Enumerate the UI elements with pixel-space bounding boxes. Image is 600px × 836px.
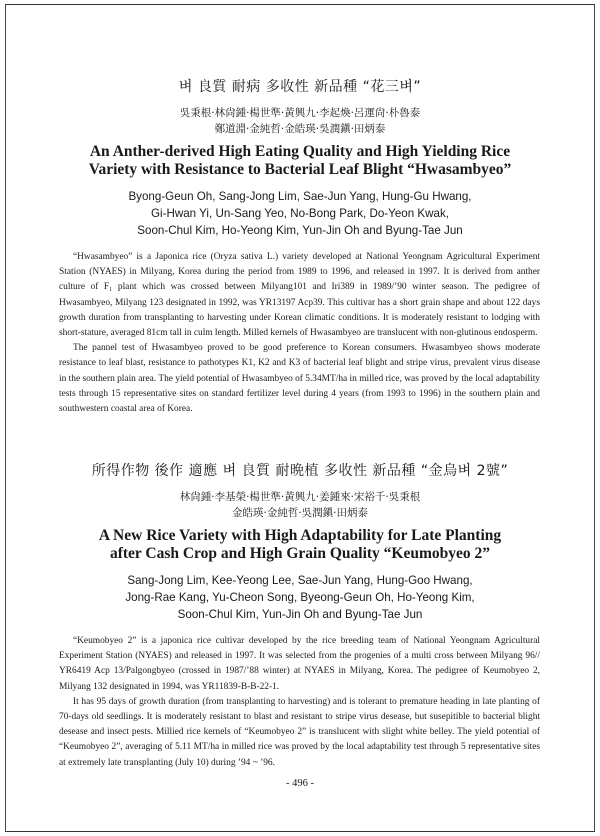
article-keumobyeo-2 xyxy=(0,460,600,771)
korean-title: 所得作物 後作 適應 벼 良質 耐晩植 多收性 新品種 “金烏벼 2號” xyxy=(91,463,509,479)
abstract-paragraph: “Hwasambyeo” is a Japonica rice (Oryza sativa L.) variety developed at National Yeongnam Agricultural Experiment Station (NYAES) in Milyang, Korea during the period from 1989 to 1996, and released in 1997. It is derived from anther culture of F₁ plant which was crossed between Milyang101 and Iri389 in 1989/’90 winter season. The pedigree of Hwasambyeo, Milyang 123 designated in 1992, was YR13197 Acp39. This cultivar has a short grain shape and about 122 days growth duration from transplanting to harvesting under Korean climatic conditions. It is moderately resistant to lodging with short-stature, averaged 81cm tall in culm length. Milled kernels of Hwasambyeo are translucent with non-glutinous endosperm. xyxy=(59,252,540,339)
english-title-line: A New Rice Variety with High Adaptability for Late Planting xyxy=(98,527,502,544)
abstract-paragraph: It has 95 days of growth duration (from transplanting to harvesting) and is tolerant to premature heading in late planting of 70-days old seedlings. It is moderately resistant to blast and resistant to stripe virus desease, but susepitible to bacterial blight desease and insect pests. Millied rice kernels of “Keumobyeo 2” is translucent with slight white belley. The yield potential of “Keumobyeo 2”, averaging of 5.11 MT/ha in milled rice was proved by the local adaptability test through 5 representative sites at extremely late transplanting (July 10) during ’94 ~ ’96. xyxy=(59,696,540,768)
english-authors-line: Jong-Rae Kang, Yu-Cheon Song, Byeong-Geun Oh, Ho-Yeong Kim, xyxy=(125,591,475,604)
page-border-top xyxy=(6,4,594,5)
korean-title: 벼 良質 耐病 多收性 新品種 “花三벼” xyxy=(178,79,422,95)
korean-authors xyxy=(0,489,600,521)
abstract xyxy=(59,634,540,771)
korean-authors-line: 金皓瑛·金純哲·吳潤鎭·田炳泰 xyxy=(231,507,368,519)
english-title-line: An Anther-derived High Eating Quality and High Yielding Rice xyxy=(89,143,511,160)
english-authors-line: Soon-Chul Kim, Ho-Yeong Kim, Yun-Jin Oh and Byung-Tae Jun xyxy=(137,224,463,237)
english-authors-line: Byong-Geun Oh, Sang-Jong Lim, Sae-Jun Yang, Hung-Gu Hwang, xyxy=(128,190,472,203)
english-title xyxy=(0,527,600,563)
page-number: - 496 - xyxy=(286,778,314,789)
english-title-line: Variety with Resistance to Bacterial Leaf Blight “Hwasambyeo” xyxy=(88,161,512,178)
abstract xyxy=(59,250,540,417)
english-authors-line: Soon-Chul Kim, Yun-Jin Oh and Byung-Tae Jun xyxy=(177,608,423,621)
korean-authors xyxy=(0,105,600,137)
korean-authors-line: 鄭道淵·金純哲·金皓瑛·吳潤鎭·田炳泰 xyxy=(214,123,386,135)
abstract-paragraph: “Keumobyeo 2” is a japonica rice cultivar developed by the rice breeding team of National Yeongnam Agricultural Experiment Station (NYAES) and released in 1997. It was selected from the progenies of a multi cross between Milyang 96// YR6419 Acp 13/Palgongbyeo (crossed in 1987/’88 winter) at NYAES in Milyang, Korea. The pedigree of Keumobyeo 2, Milyang 132 designated in 1994, was YR11839-B-B-22-1. xyxy=(59,636,540,692)
korean-authors-line: 林尙鍾·李基榮·楊世準·黃興九·姜鍾來·宋裕千·吳秉根 xyxy=(179,491,421,503)
english-authors-line: Sang-Jong Lim, Kee-Yeong Lee, Sae-Jun Yang, Hung-Goo Hwang, xyxy=(127,574,473,587)
page-border-bottom xyxy=(6,831,594,832)
english-authors xyxy=(0,572,600,623)
english-authors xyxy=(0,188,600,239)
korean-authors-line: 吳秉根·林尙鍾·楊世準·黃興九·李起煥·呂運尙·朴魯泰 xyxy=(179,107,421,119)
article-hwasambyeo xyxy=(0,76,600,417)
english-title xyxy=(0,143,600,179)
english-title-line: after Cash Crop and High Grain Quality “Keumobyeo 2” xyxy=(109,545,491,562)
abstract-paragraph: The pannel test of Hwasambyeo proved to be good preference to Korean consumers. Hwasambyeo shows moderate resistance to leaf blast, resistance to pathotypes K1, K2 and K3 of bacterial leaf blight and stripe virus, prevalent virus disease in the southern plain area. The yield potential of Hwasambyeo of 5.34MT/ha in milled rice, was proved by the local adaptability tests through 15 representative sites on standard fertilizer level during 4 years (from 1993 to 1996) in the southern plain and southwestern coastal area of Korea. xyxy=(59,343,540,415)
english-authors-line: Gi-Hwan Yi, Un-Sang Yeo, No-Bong Park, Do-Yeon Kwak, xyxy=(151,207,449,220)
